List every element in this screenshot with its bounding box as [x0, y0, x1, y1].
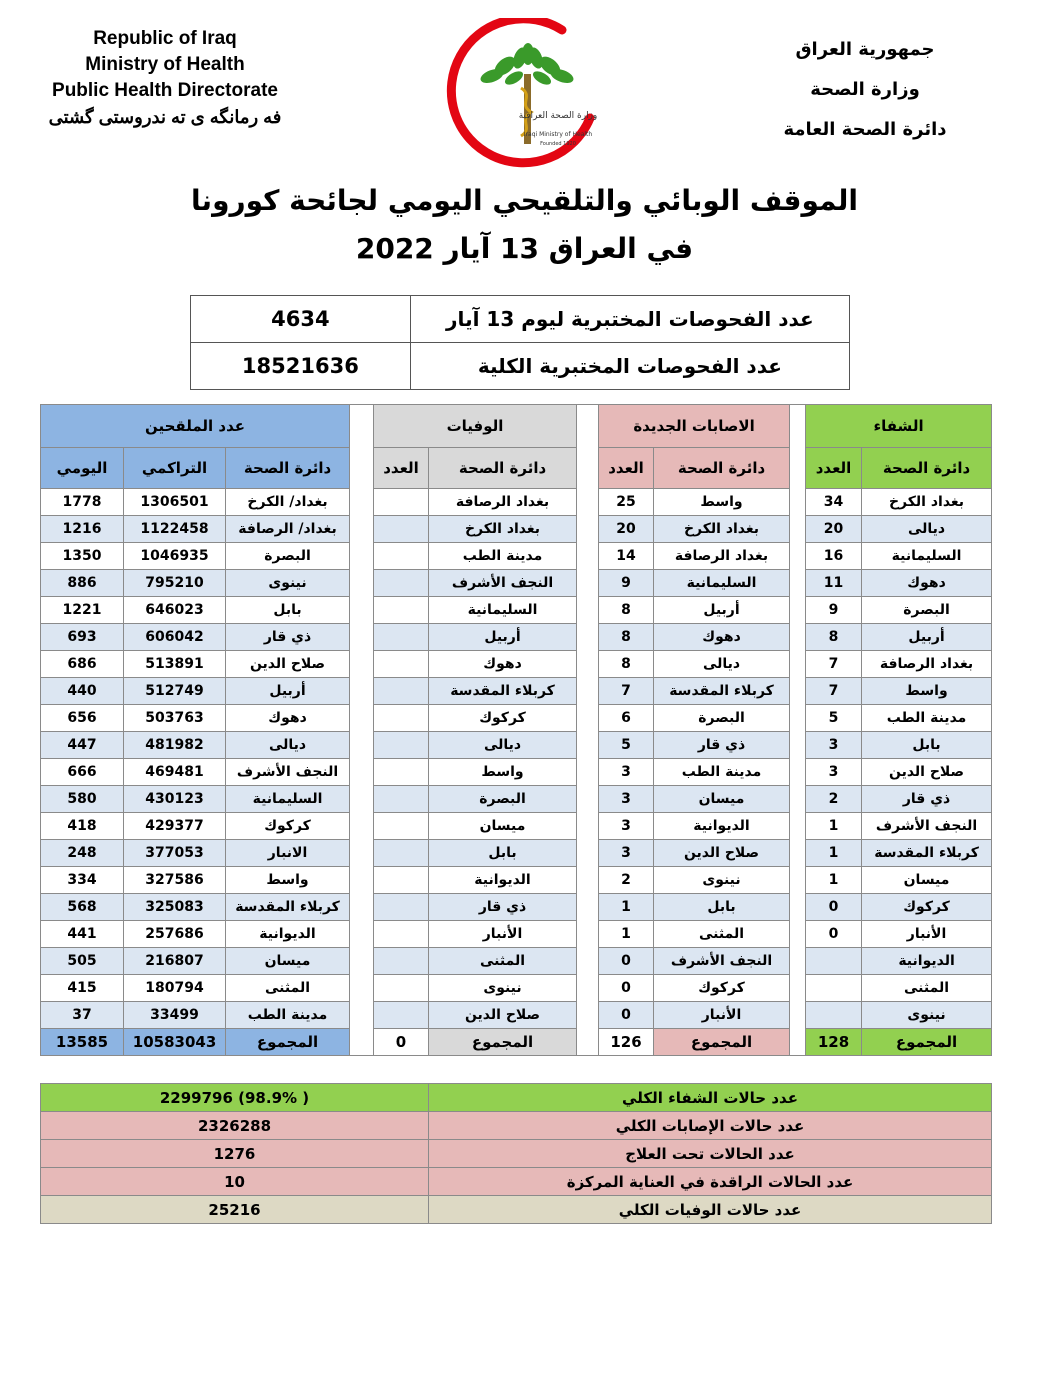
total-tests-label: عدد الفحوصات المختبرية الكلية: [410, 343, 849, 390]
new-cases-directorate-cell: كربلاء المقدسة: [654, 678, 790, 705]
new-cases-directorate-cell: بغداد الرصافة: [654, 543, 790, 570]
table-row: [41, 1002, 992, 1029]
section-header-row: [41, 405, 992, 448]
cumulative-totals-table: [40, 1083, 992, 1224]
recovery-directorate-cell: نينوى: [862, 1002, 992, 1029]
new-cases-count-cell: 3: [599, 786, 654, 813]
deaths-directorate-cell: البصرة: [429, 786, 577, 813]
deaths-count-cell: [374, 948, 429, 975]
new-cases-count-cell: 6: [599, 705, 654, 732]
deaths-count-cell: [374, 759, 429, 786]
vaccinated-cumulative-cell: 481982: [124, 732, 226, 759]
table-row: [41, 705, 992, 732]
cumulative-total-row: [41, 1140, 992, 1168]
vaccinated-directorate-cell: ديالى: [226, 732, 350, 759]
new-cases-count-cell: 25: [599, 489, 654, 516]
new-cases-count-cell: 0: [599, 1002, 654, 1029]
recovery-directorate-cell: السليمانية: [862, 543, 992, 570]
vaccinated-daily-cell: 505: [41, 948, 124, 975]
deaths-directorate-cell: النجف الأشرف: [429, 570, 577, 597]
vaccinated-daily-header: اليومي: [41, 448, 124, 489]
vaccinated-total-label: المجموع: [226, 1029, 350, 1056]
recovery-total-label: المجموع: [862, 1029, 992, 1056]
new-cases-directorate-cell: المثنى: [654, 921, 790, 948]
vaccinated-cumulative-cell: 503763: [124, 705, 226, 732]
table-row: [41, 570, 992, 597]
new-cases-count-cell: 5: [599, 732, 654, 759]
vaccinated-daily-cell: 568: [41, 894, 124, 921]
en-line-ministry: Ministry of Health: [85, 54, 245, 75]
new-cases-total-label: المجموع: [654, 1029, 790, 1056]
deaths-directorate-cell: مدينة الطب: [429, 543, 577, 570]
vaccinated-cumulative-cell: 606042: [124, 624, 226, 651]
arabic-header: [760, 30, 970, 150]
daily-tests-row: [191, 296, 850, 343]
cumulative-total-label: عدد الحالات الراقدة في العناية المركزة: [429, 1168, 992, 1196]
vaccinated-daily-cell: 666: [41, 759, 124, 786]
recovery-directorate-cell: واسط: [862, 678, 992, 705]
deaths-directorate-cell: كركوك: [429, 705, 577, 732]
recovery-directorate-cell: بغداد الرصافة: [862, 651, 992, 678]
new-cases-count-cell: 20: [599, 516, 654, 543]
recovery-count-cell: 1: [806, 867, 862, 894]
vaccinated-directorate-cell: النجف الأشرف: [226, 759, 350, 786]
vaccinated-daily-cell: 447: [41, 732, 124, 759]
table-row: [41, 867, 992, 894]
new-cases-directorate-cell: ميسان: [654, 786, 790, 813]
vaccinated-cumulative-cell: 512749: [124, 678, 226, 705]
kurdish-line-directorate: فه رمانگه ی ته ندروستی گشتی: [48, 107, 282, 127]
deaths-total-label: المجموع: [429, 1029, 577, 1056]
ar-line-country: جمهورية العراق: [795, 39, 935, 60]
recovery-directorate-cell: المثنى: [862, 975, 992, 1002]
new-cases-count-cell: 3: [599, 840, 654, 867]
vaccinated-directorate-cell: الديوانية: [226, 921, 350, 948]
vaccinated-directorate-cell: بغداد/ الكرخ: [226, 489, 350, 516]
recovery-directorate-cell: الديوانية: [862, 948, 992, 975]
cumulative-total-row: [41, 1196, 992, 1224]
en-line-country: Republic of Iraq: [93, 28, 237, 49]
recovery-directorate-cell: بغداد الكرخ: [862, 489, 992, 516]
new-cases-directorate-cell: مدينة الطب: [654, 759, 790, 786]
deaths-count-cell: [374, 894, 429, 921]
total-tests-row: [191, 343, 850, 390]
deaths-count-cell: [374, 840, 429, 867]
cumulative-total-label: عدد حالات الشفاء الكلي: [429, 1084, 992, 1112]
new-cases-count-cell: 3: [599, 813, 654, 840]
vaccinated-directorate-cell: ميسان: [226, 948, 350, 975]
recovery-count-cell: [806, 1002, 862, 1029]
vaccinated-directorate-cell: كركوك: [226, 813, 350, 840]
vaccinated-cumulative-cell: 795210: [124, 570, 226, 597]
recovery-count-cell: 7: [806, 678, 862, 705]
deaths-directorate-cell: بغداد الكرخ: [429, 516, 577, 543]
lab-tests-summary: [190, 295, 850, 390]
deaths-count-cell: [374, 570, 429, 597]
new-cases-directorate-cell: السليمانية: [654, 570, 790, 597]
vaccinated-cumulative-cell: 469481: [124, 759, 226, 786]
column-header-row: [41, 448, 992, 489]
deaths-directorate-cell: الديوانية: [429, 867, 577, 894]
deaths-total: 0: [374, 1029, 429, 1056]
vaccinated-directorate-cell: الانبار: [226, 840, 350, 867]
deaths-directorate-cell: واسط: [429, 759, 577, 786]
deaths-count-cell: [374, 624, 429, 651]
cumulative-total-value: 1276: [41, 1140, 429, 1168]
vaccinated-daily-cell: 1221: [41, 597, 124, 624]
vaccinated-cumulative-cell: 1122458: [124, 516, 226, 543]
vaccinated-daily-cell: 886: [41, 570, 124, 597]
deaths-directorate-cell: بغداد الرصافة: [429, 489, 577, 516]
new-cases-directorate-header: دائرة الصحة: [654, 448, 790, 489]
vaccinated-directorate-cell: أربيل: [226, 678, 350, 705]
vaccinated-cumulative-cell: 1306501: [124, 489, 226, 516]
logo-english-text: Iraqi Ministry of Health: [523, 131, 593, 138]
table-row: [41, 975, 992, 1002]
recovery-count-cell: 9: [806, 597, 862, 624]
vaccinated-daily-cell: 334: [41, 867, 124, 894]
deaths-directorate-cell: بابل: [429, 840, 577, 867]
vaccinated-section-header: عدد الملقحين: [41, 405, 350, 448]
deaths-count-cell: [374, 597, 429, 624]
recovery-count-cell: 20: [806, 516, 862, 543]
recovery-count-cell: 11: [806, 570, 862, 597]
deaths-count-cell: [374, 975, 429, 1002]
table-row: [41, 651, 992, 678]
new-cases-directorate-cell: صلاح الدين: [654, 840, 790, 867]
deaths-count-cell: [374, 732, 429, 759]
recovery-directorate-cell: ديالى: [862, 516, 992, 543]
totals-row: [41, 1029, 992, 1056]
table-row: [41, 516, 992, 543]
recovery-count-cell: 0: [806, 921, 862, 948]
deaths-directorate-cell: دهوك: [429, 651, 577, 678]
vaccinated-daily-cell: 686: [41, 651, 124, 678]
vaccinated-cumulative-cell: 430123: [124, 786, 226, 813]
vaccinated-directorate-cell: نينوى: [226, 570, 350, 597]
new-cases-count-cell: 14: [599, 543, 654, 570]
recovery-count-cell: 2: [806, 786, 862, 813]
table-row: [41, 543, 992, 570]
new-cases-total: 126: [599, 1029, 654, 1056]
table-row: [41, 759, 992, 786]
deaths-count-cell: [374, 921, 429, 948]
cumulative-total-value: 25216: [41, 1196, 429, 1224]
table-row: [41, 840, 992, 867]
governorate-table: [40, 404, 992, 1056]
en-line-directorate: Public Health Directorate: [52, 80, 278, 101]
deaths-count-cell: [374, 543, 429, 570]
new-cases-count-cell: 9: [599, 570, 654, 597]
cumulative-total-value: 10: [41, 1168, 429, 1196]
report-title: الموقف الوبائي والتلقيحي اليومي لجائحة كورونا: [191, 184, 858, 217]
deaths-directorate-cell: كربلاء المقدسة: [429, 678, 577, 705]
new-cases-directorate-cell: نينوى: [654, 867, 790, 894]
logo-arabic-text: وزارة الصحة العراقية: [518, 111, 598, 121]
vaccinated-cumulative-total: 10583043: [124, 1029, 226, 1056]
recovery-directorate-cell: بابل: [862, 732, 992, 759]
recovery-directorate-cell: كربلاء المقدسة: [862, 840, 992, 867]
vaccinated-cumulative-header: التراكمي: [124, 448, 226, 489]
recovery-count-cell: [806, 948, 862, 975]
vaccinated-daily-cell: 440: [41, 678, 124, 705]
new-cases-directorate-cell: دهوك: [654, 624, 790, 651]
vaccinated-cumulative-cell: 377053: [124, 840, 226, 867]
cumulative-total-value: 2299796 (98.9% ): [41, 1084, 429, 1112]
deaths-count-cell: [374, 489, 429, 516]
recovery-directorate-cell: النجف الأشرف: [862, 813, 992, 840]
vaccinated-daily-cell: 415: [41, 975, 124, 1002]
vaccinated-daily-cell: 656: [41, 705, 124, 732]
recovery-total: 128: [806, 1029, 862, 1056]
new-cases-directorate-cell: النجف الأشرف: [654, 948, 790, 975]
new-cases-count-cell: 8: [599, 597, 654, 624]
new-cases-directorate-cell: ذي قار: [654, 732, 790, 759]
recovery-directorate-cell: دهوك: [862, 570, 992, 597]
cumulative-total-row: [41, 1168, 992, 1196]
cumulative-total-label: عدد حالات الوفيات الكلي: [429, 1196, 992, 1224]
recovery-count-cell: 8: [806, 624, 862, 651]
vaccinated-directorate-cell: واسط: [226, 867, 350, 894]
new-cases-directorate-cell: أربيل: [654, 597, 790, 624]
recovery-count-cell: 3: [806, 732, 862, 759]
recovery-directorate-header: دائرة الصحة: [862, 448, 992, 489]
recovery-count-cell: [806, 975, 862, 1002]
recovery-directorate-cell: صلاح الدين: [862, 759, 992, 786]
deaths-directorate-cell: ميسان: [429, 813, 577, 840]
deaths-directorate-cell: السليمانية: [429, 597, 577, 624]
recovery-count-cell: 0: [806, 894, 862, 921]
recovery-count-cell: 3: [806, 759, 862, 786]
deaths-directorate-cell: أربيل: [429, 624, 577, 651]
table-row: [41, 678, 992, 705]
report-date: في العراق 13 آيار 2022: [355, 232, 694, 265]
new-cases-directorate-cell: البصرة: [654, 705, 790, 732]
vaccinated-daily-cell: 1350: [41, 543, 124, 570]
recovery-directorate-cell: كركوك: [862, 894, 992, 921]
deaths-directorate-cell: نينوى: [429, 975, 577, 1002]
daily-tests-value: 4634: [191, 296, 411, 343]
new-cases-count-cell: 1: [599, 894, 654, 921]
deaths-directorate-header: دائرة الصحة: [429, 448, 577, 489]
new-cases-count-cell: 0: [599, 948, 654, 975]
vaccinated-directorate-cell: صلاح الدين: [226, 651, 350, 678]
recovery-section-header: الشفاء: [806, 405, 992, 448]
vaccinated-directorate-cell: بغداد/ الرصافة: [226, 516, 350, 543]
new-cases-directorate-cell: الأنبار: [654, 1002, 790, 1029]
deaths-count-cell: [374, 813, 429, 840]
recovery-count-cell: 34: [806, 489, 862, 516]
vaccinated-directorate-cell: كربلاء المقدسة: [226, 894, 350, 921]
deaths-count-header: العدد: [374, 448, 429, 489]
new-cases-count-cell: 2: [599, 867, 654, 894]
recovery-directorate-cell: ذي قار: [862, 786, 992, 813]
recovery-directorate-cell: أربيل: [862, 624, 992, 651]
deaths-count-cell: [374, 678, 429, 705]
recovery-count-cell: 5: [806, 705, 862, 732]
new-cases-directorate-cell: بابل: [654, 894, 790, 921]
deaths-count-cell: [374, 705, 429, 732]
vaccinated-directorate-header: دائرة الصحة: [226, 448, 350, 489]
table-row: [41, 894, 992, 921]
total-tests-value: 18521636: [191, 343, 411, 390]
recovery-directorate-cell: الأنبار: [862, 921, 992, 948]
vaccinated-directorate-cell: البصرة: [226, 543, 350, 570]
table-row: [41, 921, 992, 948]
new-cases-count-cell: 8: [599, 651, 654, 678]
new-cases-section-header: الاصابات الجديدة: [599, 405, 790, 448]
new-cases-count-cell: 0: [599, 975, 654, 1002]
new-cases-directorate-cell: ديالى: [654, 651, 790, 678]
cumulative-total-value: 2326288: [41, 1112, 429, 1140]
recovery-directorate-cell: ميسان: [862, 867, 992, 894]
new-cases-directorate-cell: واسط: [654, 489, 790, 516]
vaccinated-cumulative-cell: 1046935: [124, 543, 226, 570]
vaccinated-daily-cell: 441: [41, 921, 124, 948]
recovery-count-cell: 1: [806, 813, 862, 840]
vaccinated-cumulative-cell: 513891: [124, 651, 226, 678]
vaccinated-directorate-cell: السليمانية: [226, 786, 350, 813]
recovery-directorate-cell: مدينة الطب: [862, 705, 992, 732]
vaccinated-directorate-cell: مدينة الطب: [226, 1002, 350, 1029]
ar-line-directorate: دائرة الصحة العامة: [783, 119, 947, 140]
new-cases-count-cell: 7: [599, 678, 654, 705]
vaccinated-directorate-cell: المثنى: [226, 975, 350, 1002]
vaccinated-cumulative-cell: 180794: [124, 975, 226, 1002]
table-row: [41, 786, 992, 813]
deaths-section-header: الوفيات: [374, 405, 577, 448]
cumulative-total-label: عدد حالات الإصابات الكلي: [429, 1112, 992, 1140]
vaccinated-cumulative-cell: 216807: [124, 948, 226, 975]
vaccinated-daily-cell: 1778: [41, 489, 124, 516]
table-row: [41, 732, 992, 759]
vaccinated-directorate-cell: دهوك: [226, 705, 350, 732]
recovery-count-cell: 1: [806, 840, 862, 867]
new-cases-directorate-cell: بغداد الكرخ: [654, 516, 790, 543]
ministry-logo: [430, 18, 620, 168]
vaccinated-directorate-cell: بابل: [226, 597, 350, 624]
recovery-count-header: العدد: [806, 448, 862, 489]
table-row: [41, 597, 992, 624]
vaccinated-daily-cell: 418: [41, 813, 124, 840]
deaths-directorate-cell: ديالى: [429, 732, 577, 759]
vaccinated-cumulative-cell: 429377: [124, 813, 226, 840]
new-cases-count-cell: 8: [599, 624, 654, 651]
english-header: [40, 26, 290, 130]
vaccinated-cumulative-cell: 33499: [124, 1002, 226, 1029]
ar-line-ministry: وزارة الصحة: [810, 79, 920, 100]
new-cases-count-cell: 3: [599, 759, 654, 786]
deaths-directorate-cell: ذي قار: [429, 894, 577, 921]
new-cases-count-header: العدد: [599, 448, 654, 489]
recovery-count-cell: 7: [806, 651, 862, 678]
deaths-count-cell: [374, 516, 429, 543]
deaths-directorate-cell: الأنبار: [429, 921, 577, 948]
vaccinated-daily-cell: 248: [41, 840, 124, 867]
vaccinated-daily-cell: 580: [41, 786, 124, 813]
table-row: [41, 489, 992, 516]
new-cases-directorate-cell: الديوانية: [654, 813, 790, 840]
vaccinated-cumulative-cell: 257686: [124, 921, 226, 948]
deaths-count-cell: [374, 786, 429, 813]
recovery-count-cell: 16: [806, 543, 862, 570]
vaccinated-cumulative-cell: 646023: [124, 597, 226, 624]
deaths-directorate-cell: المثنى: [429, 948, 577, 975]
cumulative-total-row: [41, 1084, 992, 1112]
vaccinated-cumulative-cell: 327586: [124, 867, 226, 894]
cumulative-total-row: [41, 1112, 992, 1140]
vaccinated-daily-cell: 693: [41, 624, 124, 651]
deaths-count-cell: [374, 867, 429, 894]
deaths-count-cell: [374, 651, 429, 678]
cumulative-total-label: عدد الحالات تحت العلاج: [429, 1140, 992, 1168]
table-row: [41, 624, 992, 651]
vaccinated-directorate-cell: ذي قار: [226, 624, 350, 651]
vaccinated-daily-cell: 1216: [41, 516, 124, 543]
deaths-directorate-cell: صلاح الدين: [429, 1002, 577, 1029]
table-row: [41, 948, 992, 975]
logo-founded-text: Founded 1920: [540, 141, 576, 147]
new-cases-count-cell: 1: [599, 921, 654, 948]
deaths-count-cell: [374, 1002, 429, 1029]
new-cases-directorate-cell: كركوك: [654, 975, 790, 1002]
table-row: [41, 813, 992, 840]
vaccinated-daily-total: 13585: [41, 1029, 124, 1056]
vaccinated-daily-cell: 37: [41, 1002, 124, 1029]
recovery-directorate-cell: البصرة: [862, 597, 992, 624]
daily-tests-label: عدد الفحوصات المختبرية ليوم 13 آيار: [410, 296, 849, 343]
vaccinated-cumulative-cell: 325083: [124, 894, 226, 921]
